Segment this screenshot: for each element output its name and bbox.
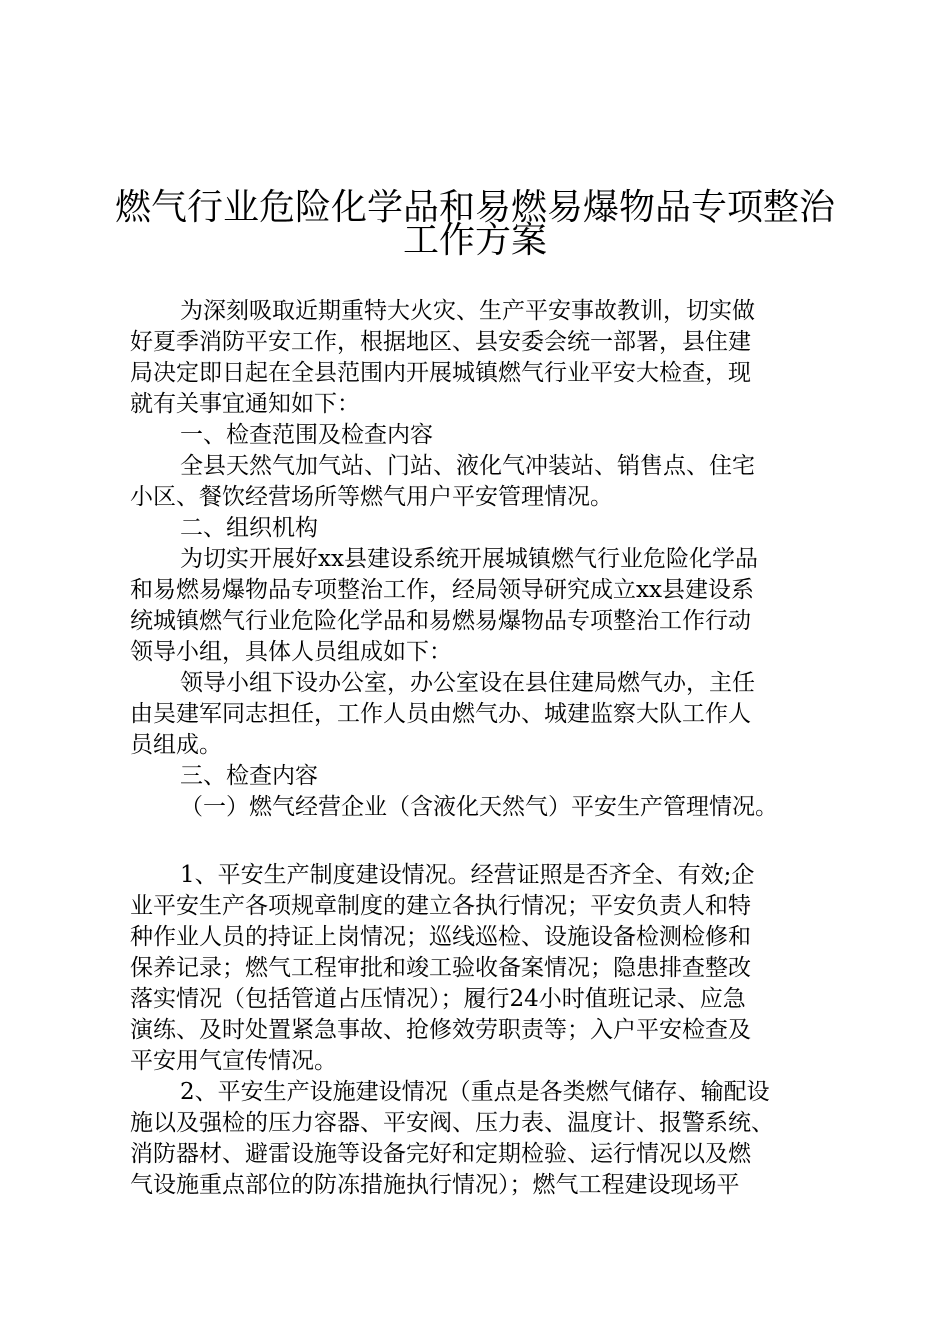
paragraph-line: 演练、及时处置紧急事故、抢修效劳职责等；入户平安检查及 bbox=[130, 1017, 751, 1043]
paragraph-line: 统城镇燃气行业危险化学品和易燃易爆物品专项整治工作行动 bbox=[130, 608, 751, 634]
paragraph-line: 局决定即日起在全县范围内开展城镇燃气行业平安大检查，现 bbox=[130, 360, 751, 386]
section-heading: 一、检查范围及检查内容 bbox=[180, 422, 433, 448]
paragraph-line: 保养记录；燃气工程审批和竣工验收备案情况；隐患排查整改 bbox=[130, 955, 751, 981]
paragraph-line: 为深刻吸取近期重特大火灾、生产平安事故教训，切实做 bbox=[180, 298, 755, 324]
paragraph-line: 施以及强检的压力容器、平安阀、压力表、温度计、报警系统、 bbox=[130, 1110, 774, 1136]
document-body bbox=[130, 296, 830, 1201]
section-heading: 二、组织机构 bbox=[180, 515, 318, 541]
paragraph-line: 领导小组，具体人员组成如下： bbox=[130, 639, 452, 665]
paragraph-line: 业平安生产各项规章制度的建立各执行情况；平安负责人和特 bbox=[130, 893, 751, 919]
paragraph-line: 领导小组下设办公室，办公室设在县住建局燃气办，主任 bbox=[180, 670, 755, 696]
paragraph-line: 种作业人员的持证上岗情况；巡线巡检、设施设备检测检修和 bbox=[130, 924, 751, 950]
section-heading: 三、检查内容 bbox=[180, 763, 318, 789]
paragraph-line: 和易燃易爆物品专项整治工作，经局领导研究成立xx县建设系 bbox=[130, 577, 754, 603]
paragraph-line: 由吴建军同志担任，工作人员由燃气办、城建监察大队工作人 bbox=[130, 701, 751, 727]
paragraph-line: 气设施重点部位的防冻措施执行情况）；燃气工程建设现场平 bbox=[130, 1172, 740, 1198]
document-title-line-2: 工作方案 bbox=[402, 220, 547, 261]
document-title-line-1: 燃气行业危险化学品和易燃易爆物品专项整治 bbox=[114, 187, 835, 228]
subsection-heading: （一）燃气经营企业（含液化天然气）平安生产管理情况。 bbox=[180, 794, 778, 820]
paragraph-line: 小区、餐饮经营场所等燃气用户平安管理情况。 bbox=[130, 484, 613, 510]
paragraph-line: 平安用气宣传情况。 bbox=[130, 1048, 337, 1074]
paragraph-line: 全县天然气加气站、门站、液化气冲装站、销售点、住宅 bbox=[180, 453, 755, 479]
paragraph-line: 消防器材、避雷设施等设备完好和定期检验、运行情况以及燃 bbox=[130, 1141, 751, 1167]
paragraph-line: 落实情况（包括管道占压情况）；履行24小时值班记录、应急 bbox=[130, 986, 746, 1012]
paragraph-line: 好夏季消防平安工作，根据地区、县安委会统一部署，县住建 bbox=[130, 329, 751, 355]
paragraph-gap bbox=[130, 823, 830, 860]
paragraph-line: 为切实开展好xx县建设系统开展城镇燃气行业危险化学品 bbox=[180, 546, 758, 572]
paragraph-line: 员组成。 bbox=[130, 732, 222, 758]
paragraph-line: 1、平安生产制度建设情况。经营证照是否齐全、有效;企 bbox=[180, 862, 755, 888]
paragraph-line: 就有关事宜通知如下： bbox=[130, 391, 360, 417]
paragraph-line: 2、平安生产设施建设情况（重点是各类燃气储存、输配设 bbox=[180, 1079, 770, 1105]
